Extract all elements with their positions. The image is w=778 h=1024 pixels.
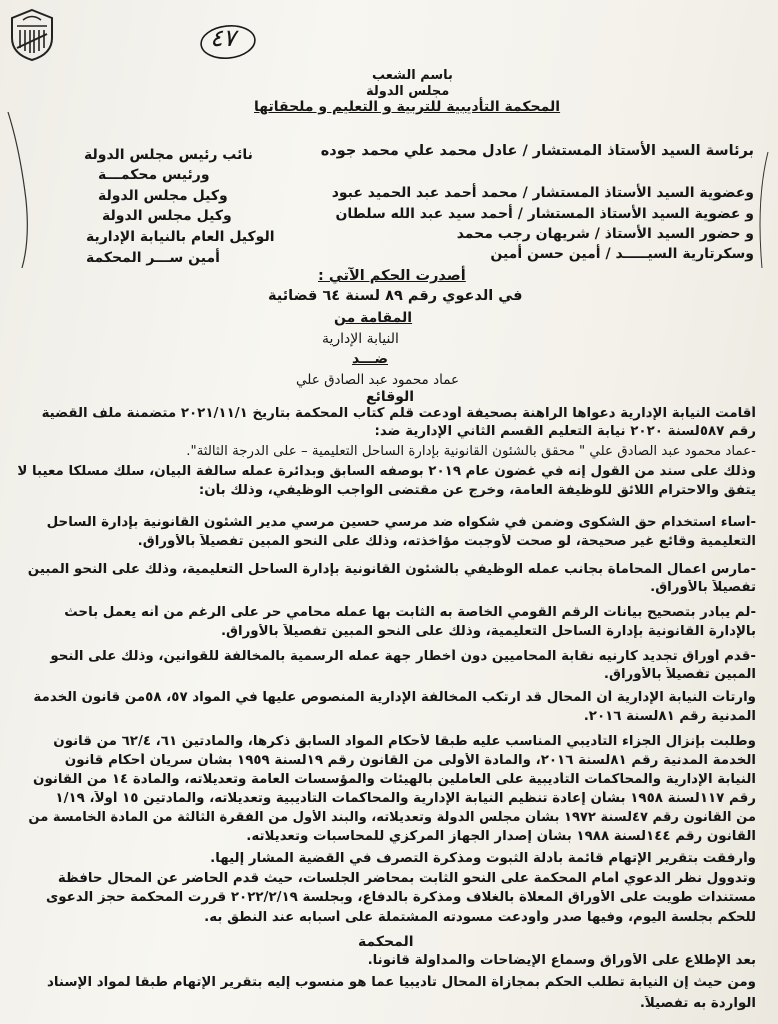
court-heading: المحكمة xyxy=(358,934,414,950)
header-in-the-name: باسم الشعب xyxy=(372,68,453,83)
body-line-3: -عماد محمود عبد الصادق علي " محقق بالشئون القانونية بإدارة الساحل التعليمية – على الدرجة الثالثة". xyxy=(186,444,756,459)
margin-pen-mark xyxy=(2,110,42,270)
body-line-8: -مارس اعمال المحاماة بجانب عمله الوظيفي بالشئون القانونية بإدارة الساحل التعليمية، وذلك على النحو المبين xyxy=(27,562,756,577)
body-line-6: -أساء استخدام حق الشكوى وضمن في شكواه ضد مرسي حسين مرسي مدير الشئون القانونية بإدارة الساحل xyxy=(46,515,756,530)
panel-member-4: وسكرتارية السيـــــد / أمين حسن أمين xyxy=(490,246,754,262)
body-line-17: الخدمة المدنية رقم ٨١لسنة ٢٠١٦، والمادة الأولى من القانون رقم ١٩لسنة ١٩٥٩ بشأن سريان أحكام قانون xyxy=(64,753,756,768)
panel-presiding: برئاسة السيد الأستاذ المستشار / عادل محمد علي محمد جوده xyxy=(320,143,754,159)
case-against: ضـــد xyxy=(352,351,388,367)
body-line-10: -لم يبادر بتصحيح بيانات الرقم القومي الخاصة به الثابت بها عمله محامي حر على الرغم من أنه يعمل باحث xyxy=(64,605,756,620)
panel-title-2: ورئيس محكمـــة xyxy=(98,167,210,183)
case-filed-by: المقامة من xyxy=(334,310,413,326)
body-line-21: القانون رقم ١٤٤لسنة ١٩٨٨ بشأن إصدار الجهاز المركزي للمحاسبات وتعديلاته. xyxy=(246,829,756,844)
panel-member-1: وعضوية السيد الأستاذ المستشار / محمد أحمد عبد الحميد عبود xyxy=(331,185,754,201)
body-line-11: بالإدارة القانونية بإدارة الساحل التعليمية، وذلك على النحو المبين تفصيلاً بالأوراق. xyxy=(220,624,756,639)
body-line-12: -قدم أوراق تجديد كارنيه نقابة المحاميين دون أخطار جهة عمله الرسمية بالمخالفة للقوانين، وذلك على النحو xyxy=(50,649,756,664)
body-line-16: وطلبت بإنزال الجزاء التأديبي المناسب عليه طبقاً لأحكام المواد السابق ذكرها، والمادتين ٦١، ٦٢/٤ من قانون xyxy=(53,734,756,749)
body-line-14: وارتأت النيابة الإدارية أن المحال قد ارتكب المخالفة الإدارية المنصوص عليها في المواد ٥٧، ٥٨من قانون الخدمة xyxy=(33,690,756,705)
body-line-9: تفصيلاً بالأوراق. xyxy=(650,580,756,595)
facts-heading: الوقائع xyxy=(366,389,415,405)
closing-line-3: الواردة به تفصيلاً. xyxy=(639,996,756,1011)
header-court: المحكمة التأديبية للتربية و التعليم و ملحقاتها xyxy=(254,99,561,115)
body-line-18: النيابة الإدارية والمحاكمات التأديبية على العاملين بالهيئات والمؤسسات العامة وتعديلاته، والمادة ١٤ من القانون xyxy=(33,772,756,787)
case-number: في الدعوي رقم ٨٩ لسنة ٦٤ قضائية xyxy=(268,288,523,304)
body-line-7: التعليمية وقائع غير صحيحة، لو صحت لأوجبت مؤاخذته، وذلك على النحو المبين تفصيلاً بالأوراق. xyxy=(137,534,756,549)
panel-title-3: وكيل مجلس الدولة xyxy=(98,188,228,204)
case-defendant: عماد محمود عبد الصادق علي xyxy=(296,372,460,388)
body-line-15: المدنية رقم ٨١لسنة ٢٠١٦. xyxy=(583,709,756,724)
body-line-24: مستندات طويت على الأوراق المعلاة بالغلاف ومذكرة بالدفاع، وبجلسة ٢٠٢٢/٢/١٩ قررت المحكمة حجز الدعوى xyxy=(46,890,756,905)
header-council: مجلس الدولة xyxy=(366,84,450,99)
panel-title-5: الوكيل العام بالنيابة الإدارية xyxy=(86,229,275,245)
case-plaintiff: النيابة الإدارية xyxy=(322,331,399,347)
state-council-emblem-icon xyxy=(9,8,55,62)
body-line-2: رقم ٥٨٧لسنة ٢٠٢٠ نيابة التعليم القسم الثاني الإدارية ضد: xyxy=(374,424,756,439)
body-line-25: للحكم بجلسة اليوم، وفيها صدر وأودعت مسودته المشتملة على أسبابه عند النطق به. xyxy=(204,910,756,925)
case-issued: أصدرت الحكم الآتي : xyxy=(318,268,466,284)
body-line-23: وتدوول نظر الدعوي أمام المحكمة على النحو الثابت بمحاضر الجلسات، حيث قدم الحاضر عن المحال حافظة xyxy=(57,871,756,886)
panel-title-1: نائب رئيس مجلس الدولة xyxy=(84,147,253,163)
panel-member-2: و عضوية السيد الأستاذ المستشار / أحمد سيد عبد الله سلطان xyxy=(335,206,754,222)
closing-line-2: ومن حيث إن النيابة تطلب الحكم بمجازاة المحال تأديبياً عما هو منسوب إليه بتقرير الإتهام طبقاً لمواد الإسناد xyxy=(47,975,756,990)
handwritten-page-number: ٤٧ xyxy=(210,24,236,52)
body-line-4: وذلك على سند من القول إنه في غضون عام ٢٠١٩ بوصفه السابق وبدائرة عمله سالفة البيان، سلك مسلكاً معيباً لا xyxy=(17,464,756,479)
body-line-20: من القانون رقم ٤٧لسنة ١٩٧٢ بشأن مجلس الدولة وتعديلاته، والبند الأول من الفقرة الثالثة من المادة الخامسة من xyxy=(28,810,756,825)
body-line-19: رقم ١١٧لسنة ١٩٥٨ بشأن إعادة تنظيم النيابة الإدارية والمحاكمات التأديبية وتعديلاته، والمادتين ١٥ أولاً، ١/١٩ xyxy=(55,791,756,806)
closing-line-1: بعد الإطلاع على الأوراق وسماع الإيضاحات والمداولة قانوناً. xyxy=(367,953,756,968)
panel-title-4: وكيل مجلس الدولة xyxy=(102,208,232,224)
body-line-1: أقامت النيابة الإدارية دعواها الراهنة بصحيفة أودعت قلم كتاب المحكمة بتاريخ ٢٠٢١/١١/١ متضمنة ملف القضية xyxy=(41,406,756,421)
body-line-13: المبين تفصيلاً بالأوراق. xyxy=(603,667,756,682)
body-line-5: يتفق والاحترام اللائق للوظيفة العامة، وخرج عن مقتضى الواجب الوظيفي، وذلك بأن: xyxy=(198,483,756,498)
panel-title-6: أمين ســـر المحكمة xyxy=(86,250,220,266)
panel-member-3: و حضور السيد الأستاذ / شريهان رجب محمد xyxy=(456,226,754,242)
body-line-22: وأرفقت بتقرير الإتهام قائمة بأدلة الثبوت ومذكرة التصرف في القضية المشار إليها. xyxy=(210,851,756,866)
